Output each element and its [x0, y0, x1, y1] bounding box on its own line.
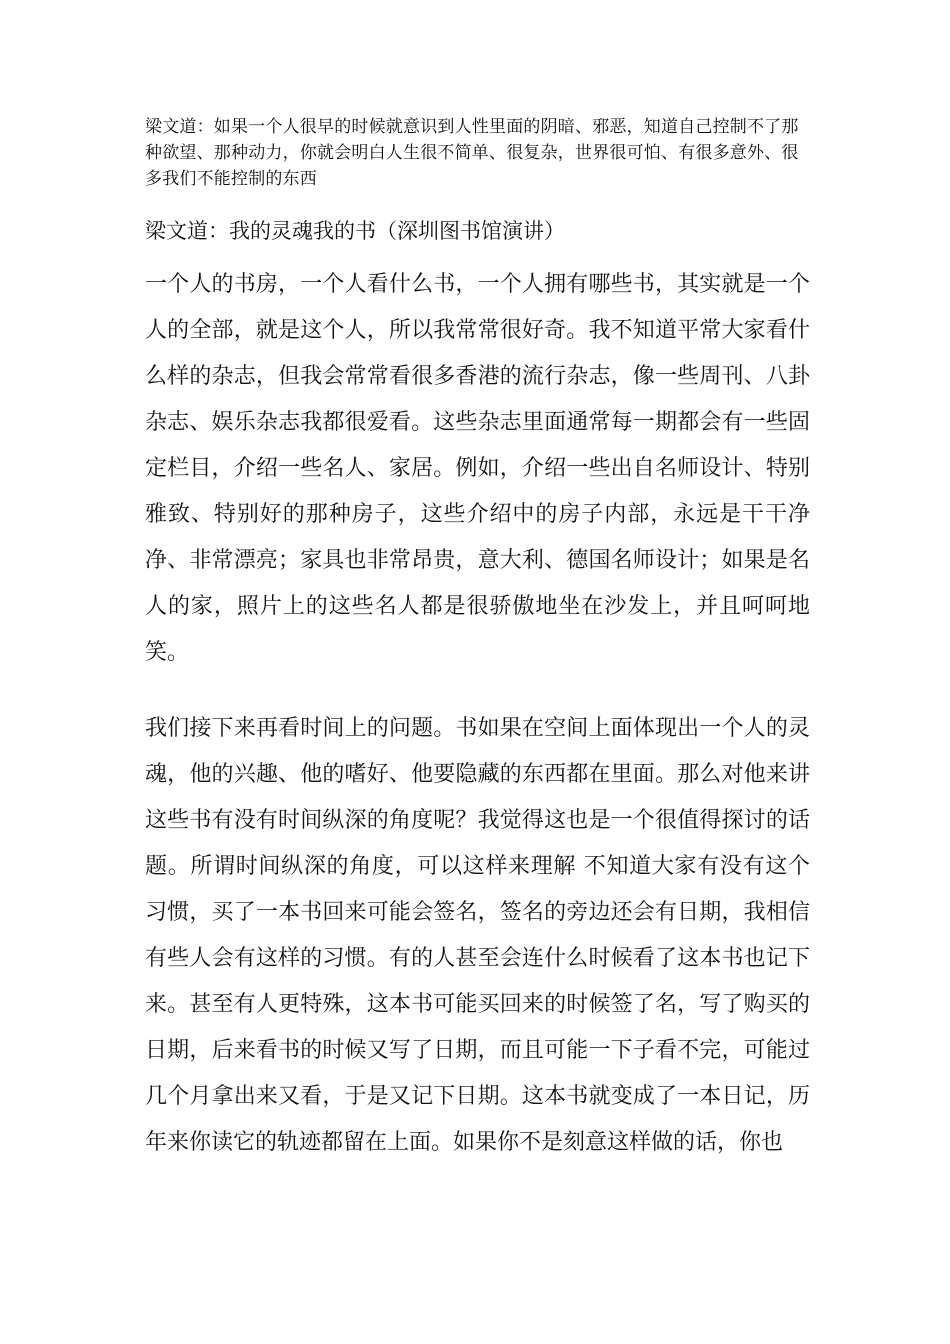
body-paragraph: 一个人的书房，一个人看什么书，一个人拥有哪些书，其实就是一个人的全部，就是这个人，所以我常常很好奇。我不知道平常大家看什么样的杂志，但我会常常看很多香港的流行杂志，像一些周刊、八卦杂志、娱乐杂志我都很爱看。这些杂志里面通常每一期都会有一些固定栏目，介绍一些名人、家居。例如，介绍一些出自名师设计、特别雅致、特别好的那种房子，这些介绍中的房子内部，永远是干干净净、非常漂亮；家具也非常昂贵，意大利、德国名师设计；如果是名人的家，照片上的这些名人都是很骄傲地坐在沙发上，并且呵呵地笑。 [145, 272, 810, 665]
page-title: 梁文道：我的灵魂我的书（深圳图书馆演讲） [145, 219, 565, 243]
body-paragraph: 我们接下来再看时间上的问题。书如果在空间上面体现出一个人的灵魂，他的兴趣、他的嗜好、他要隐藏的东西都在里面。那么对他来讲这些书有没有时间纵深的角度呢？我觉得这也是一个很值得探讨的话题。所谓时间纵深的角度，可以这样来理解 不知道大家有没有这个习惯，买了一本书回来可能会签名，签名的旁边还会有日期，我相信有些人会有这样的习惯。有的人甚至会连什么时候看了这本书也记下来。甚至有人更特殊，这本书可能买回来的时候签了名，写了购买的日期，后来看书的时候又写了日期，而且可能一下子看不完，可能过几个月拿出来又看，于是又记下日期。这本书就变成了一本日记，历年来你读它的轨迹都留在上面。如果你不是刻意这样做的话，你也 [145, 716, 810, 1155]
intro-quote: 梁文道：如果一个人很早的时候就意识到人性里面的阴暗、邪恶，知道自己控制不了那种欲望、那种动力，你就会明白人生很不简单、很复杂，世界很可怕、有很多意外、很多我们不能控制的东西 [145, 117, 799, 189]
